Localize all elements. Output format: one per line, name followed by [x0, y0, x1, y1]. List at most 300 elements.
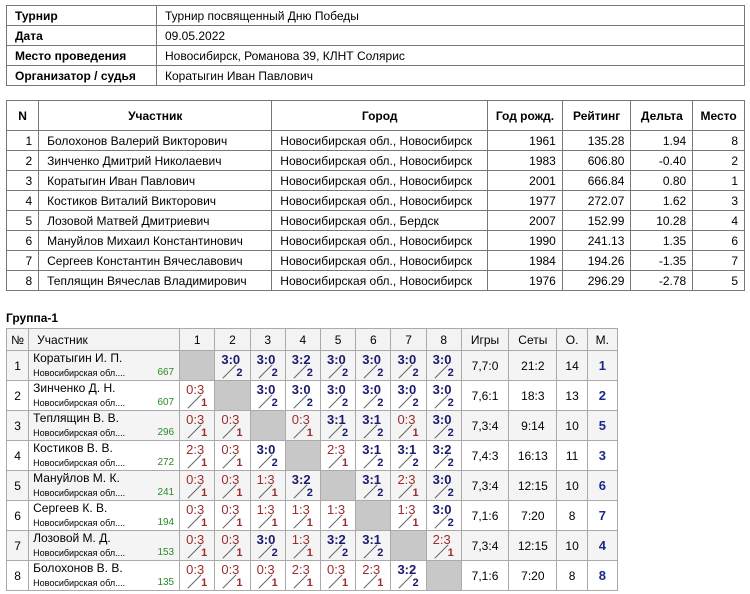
row-place	[587, 531, 617, 561]
player-name: Коратыгин И. П.	[33, 351, 123, 365]
match-result-cell[interactable]	[285, 561, 320, 591]
match-result	[180, 531, 214, 560]
match-result-cell[interactable]	[215, 561, 250, 591]
participant-name: Лозовой Матвей Дмитриевич	[39, 211, 272, 231]
cross-col-opponent: 8	[426, 329, 461, 351]
match-result	[391, 381, 425, 410]
row-games: 7,3:4	[461, 411, 508, 441]
match-result-cell[interactable]	[285, 381, 320, 411]
match-result	[356, 471, 390, 500]
participant-name: Болохонов Валерий Викторович	[39, 131, 272, 151]
participant-place: 4	[693, 211, 745, 231]
match-result-cell[interactable]	[391, 441, 426, 471]
match-points: 2	[377, 367, 384, 379]
place-value: 6	[598, 478, 606, 493]
match-result-cell[interactable]	[250, 501, 285, 531]
match-points: 1	[236, 427, 243, 439]
match-score: 0:3	[327, 562, 346, 577]
player-rating: 241	[157, 487, 175, 498]
group-cross-table	[6, 328, 618, 591]
match-result-cell[interactable]	[215, 351, 250, 381]
match-result-cell[interactable]	[180, 441, 215, 471]
match-result	[427, 471, 461, 500]
match-result-cell[interactable]	[426, 441, 461, 471]
match-score: 3:0	[256, 352, 276, 367]
row-points: 8	[557, 501, 587, 531]
participant-row	[7, 171, 745, 191]
match-result	[215, 471, 249, 500]
match-result	[391, 411, 425, 440]
info-value: Новосибирск, Романова 39, КЛНТ Солярис	[157, 46, 745, 66]
cross-player-cell	[29, 441, 180, 471]
match-result-cell[interactable]	[356, 531, 391, 561]
match-score: 0:3	[186, 562, 205, 577]
match-result-cell[interactable]	[391, 411, 426, 441]
row-games: 7,6:1	[461, 381, 508, 411]
cross-diagonal-cell	[321, 471, 356, 501]
info-key: Дата	[7, 26, 157, 46]
match-result	[391, 351, 425, 380]
match-points: 1	[201, 397, 208, 409]
participant-rating: 152.99	[562, 211, 631, 231]
match-result-cell[interactable]	[180, 381, 215, 411]
match-result	[180, 411, 214, 440]
cross-row	[7, 531, 618, 561]
player-rating: 272	[157, 457, 175, 468]
match-result-cell[interactable]	[250, 531, 285, 561]
row-sets: 12:15	[509, 531, 557, 561]
participants-col-header: Место	[693, 101, 745, 131]
match-score: 3:0	[327, 382, 346, 397]
match-score: 3:0	[432, 472, 452, 487]
player-city: Новосибирская обл....	[33, 428, 126, 438]
match-result	[180, 501, 214, 530]
match-result	[215, 351, 249, 380]
info-row	[7, 46, 745, 66]
match-result-cell[interactable]	[180, 411, 215, 441]
cross-col-opponent: 5	[321, 329, 356, 351]
info-value: Турнир посвященный Дню Победы	[157, 6, 745, 26]
cross-player-cell	[29, 501, 180, 531]
participant-rating: 296.29	[562, 271, 631, 291]
match-points: 2	[447, 367, 454, 379]
match-result-cell[interactable]	[285, 471, 320, 501]
match-result-cell[interactable]	[215, 471, 250, 501]
match-score: 3:1	[362, 532, 382, 547]
match-score: 0:3	[221, 442, 240, 457]
participant-n: 4	[7, 191, 39, 211]
participant-delta: -0.40	[631, 151, 693, 171]
match-score: 3:0	[221, 352, 241, 367]
match-result-cell[interactable]	[426, 351, 461, 381]
cross-col-games: Игры	[461, 329, 508, 351]
place-value: 8	[598, 568, 606, 583]
match-points: 1	[201, 457, 208, 469]
player-rating: 667	[157, 367, 175, 378]
match-score: 2:3	[432, 532, 451, 547]
match-result-cell[interactable]	[250, 381, 285, 411]
row-points: 10	[557, 411, 587, 441]
match-points: 1	[377, 577, 384, 589]
match-score: 2:3	[327, 442, 346, 457]
match-result-cell[interactable]	[285, 411, 320, 441]
match-points: 1	[201, 517, 208, 529]
row-sets: 7:20	[509, 561, 557, 591]
match-result-cell[interactable]	[285, 531, 320, 561]
player-rating: 194	[157, 517, 175, 528]
cross-row-num: 3	[7, 411, 29, 441]
match-result	[356, 441, 390, 470]
participant-year: 2007	[488, 211, 563, 231]
match-result-cell[interactable]	[321, 561, 356, 591]
match-score: 3:2	[432, 442, 452, 457]
match-result-cell[interactable]	[285, 351, 320, 381]
match-score: 0:3	[186, 412, 205, 427]
participant-year: 1983	[488, 151, 563, 171]
cross-player-cell	[29, 531, 180, 561]
row-games: 7,3:4	[461, 471, 508, 501]
match-result	[286, 381, 320, 410]
player-city: Новосибирская обл....	[33, 578, 126, 588]
match-result-cell[interactable]	[321, 531, 356, 561]
match-score: 0:3	[221, 532, 240, 547]
match-score: 3:1	[362, 472, 382, 487]
match-score: 3:0	[432, 352, 452, 367]
participant-place: 1	[693, 171, 745, 191]
row-points: 8	[557, 561, 587, 591]
match-result	[356, 381, 390, 410]
match-result	[321, 531, 355, 560]
match-points: 1	[201, 487, 208, 499]
place-value: 1	[598, 358, 606, 373]
participant-place: 5	[693, 271, 745, 291]
match-score: 1:3	[291, 532, 310, 547]
participant-row	[7, 151, 745, 171]
match-result-cell[interactable]	[180, 471, 215, 501]
match-score: 3:1	[362, 442, 382, 457]
match-score: 0:3	[221, 472, 240, 487]
row-sets: 7:20	[509, 501, 557, 531]
cross-player-cell	[29, 411, 180, 441]
player-city: Новосибирская обл....	[33, 518, 126, 528]
player-name: Теплящин В. В.	[33, 411, 120, 425]
row-sets: 18:3	[509, 381, 557, 411]
row-place	[587, 501, 617, 531]
match-result-cell[interactable]	[391, 381, 426, 411]
match-points: 2	[377, 397, 384, 409]
participant-delta: 1.62	[631, 191, 693, 211]
match-score: 3:0	[397, 382, 417, 397]
participant-year: 1961	[488, 131, 563, 151]
match-score: 3:2	[291, 472, 311, 487]
match-result	[356, 561, 390, 590]
place-value: 3	[598, 448, 606, 463]
participant-name: Зинченко Дмитрий Николаевич	[39, 151, 272, 171]
participant-row	[7, 131, 745, 151]
participant-city: Новосибирская обл., Новосибирск	[272, 231, 488, 251]
match-result-cell[interactable]	[321, 381, 356, 411]
match-result-cell[interactable]	[180, 531, 215, 561]
participant-n: 8	[7, 271, 39, 291]
match-points: 2	[236, 367, 243, 379]
match-score: 1:3	[397, 502, 416, 517]
match-points: 1	[306, 547, 313, 559]
match-score: 0:3	[397, 412, 416, 427]
match-score: 1:3	[256, 502, 275, 517]
participant-n: 3	[7, 171, 39, 191]
match-points: 1	[271, 577, 278, 589]
player-rating: 135	[157, 577, 175, 588]
match-result-cell[interactable]	[356, 561, 391, 591]
row-games: 7,1:6	[461, 501, 508, 531]
participant-place: 6	[693, 231, 745, 251]
match-result	[251, 441, 285, 470]
match-points: 2	[342, 367, 349, 379]
cross-diagonal-cell	[391, 531, 426, 561]
match-points: 1	[271, 487, 278, 499]
participant-rating: 666.84	[562, 171, 631, 191]
match-points: 2	[342, 547, 349, 559]
match-score: 0:3	[186, 472, 205, 487]
match-score: 3:1	[327, 412, 346, 427]
row-place	[587, 381, 617, 411]
match-points: 2	[271, 547, 278, 559]
match-score: 3:2	[327, 532, 346, 547]
match-points: 1	[306, 427, 313, 439]
match-score: 3:0	[432, 502, 452, 517]
group-title: Группа-1	[6, 311, 59, 325]
cross-row-num: 5	[7, 471, 29, 501]
participants-col-header: Участник	[39, 101, 272, 131]
match-result	[286, 471, 320, 500]
match-result-cell[interactable]	[321, 441, 356, 471]
match-points: 2	[271, 367, 278, 379]
match-score: 0:3	[186, 532, 205, 547]
participant-city: Новосибирская обл., Бердск	[272, 211, 488, 231]
match-result-cell[interactable]	[250, 561, 285, 591]
match-result-cell[interactable]	[180, 501, 215, 531]
cross-row-num: 4	[7, 441, 29, 471]
cross-player-cell	[29, 381, 180, 411]
cross-row	[7, 411, 618, 441]
match-result-cell[interactable]	[285, 501, 320, 531]
match-points: 2	[377, 427, 384, 439]
match-points: 1	[236, 487, 243, 499]
match-result-cell[interactable]	[356, 381, 391, 411]
match-result	[251, 501, 285, 530]
match-result-cell[interactable]	[356, 471, 391, 501]
row-place	[587, 441, 617, 471]
match-points: 2	[271, 397, 278, 409]
match-points: 2	[447, 397, 454, 409]
participant-n: 5	[7, 211, 39, 231]
match-result-cell[interactable]	[250, 471, 285, 501]
participant-name: Костиков Виталий Викторович	[39, 191, 272, 211]
match-result	[356, 351, 390, 380]
match-points: 2	[306, 487, 313, 499]
participants-col-header: Город	[272, 101, 488, 131]
match-points: 1	[271, 517, 278, 529]
match-result	[251, 471, 285, 500]
info-key: Турнир	[7, 6, 157, 26]
match-points: 1	[342, 577, 349, 589]
cross-diagonal-cell	[180, 351, 215, 381]
match-result-cell[interactable]	[321, 351, 356, 381]
participant-name: Теплящин Вячеслав Владимирович	[39, 271, 272, 291]
participants-col-header: Год рожд.	[488, 101, 563, 131]
match-points: 1	[201, 547, 208, 559]
match-score: 1:3	[256, 472, 275, 487]
match-result-cell[interactable]	[250, 351, 285, 381]
match-score: 0:3	[186, 382, 205, 397]
match-result-cell[interactable]	[391, 561, 426, 591]
match-result	[427, 531, 461, 560]
match-points: 1	[236, 547, 243, 559]
player-rating: 153	[157, 547, 175, 558]
match-points: 1	[306, 517, 313, 529]
match-score: 2:3	[186, 442, 205, 457]
match-points: 1	[342, 517, 349, 529]
place-value: 5	[598, 418, 606, 433]
match-score: 2:3	[397, 472, 416, 487]
cross-col-points: О.	[557, 329, 587, 351]
cross-col-opponent: 2	[215, 329, 250, 351]
match-points: 1	[342, 457, 349, 469]
match-score: 3:0	[362, 352, 382, 367]
match-result	[215, 411, 249, 440]
match-result	[286, 531, 320, 560]
participant-row	[7, 211, 745, 231]
match-score: 3:0	[256, 532, 276, 547]
match-result	[286, 351, 320, 380]
match-points: 1	[412, 427, 419, 439]
match-result-cell[interactable]	[321, 411, 356, 441]
match-points: 2	[377, 457, 384, 469]
match-result	[215, 501, 249, 530]
participant-name: Коратыгин Иван Павлович	[39, 171, 272, 191]
match-result	[427, 351, 461, 380]
match-result-cell[interactable]	[215, 531, 250, 561]
match-result	[391, 501, 425, 530]
match-score: 3:2	[291, 352, 311, 367]
row-sets: 12:15	[509, 471, 557, 501]
participants-col-header: Дельта	[631, 101, 693, 131]
match-result	[321, 411, 355, 440]
player-rating: 296	[157, 427, 175, 438]
participant-year: 1976	[488, 271, 563, 291]
match-result-cell[interactable]	[391, 471, 426, 501]
cross-col-opponent: 7	[391, 329, 426, 351]
participant-n: 7	[7, 251, 39, 271]
match-result	[321, 441, 355, 470]
row-games: 7,1:6	[461, 561, 508, 591]
match-result-cell[interactable]	[426, 381, 461, 411]
match-result	[286, 411, 320, 440]
player-name: Сергеев К. В.	[33, 501, 108, 515]
match-result	[356, 531, 390, 560]
participant-place: 8	[693, 131, 745, 151]
cross-col-player: Участник	[29, 329, 180, 351]
match-result	[427, 501, 461, 530]
row-points: 11	[557, 441, 587, 471]
match-result-cell[interactable]	[215, 411, 250, 441]
match-result	[286, 561, 320, 590]
match-result-cell[interactable]	[391, 501, 426, 531]
row-sets: 9:14	[509, 411, 557, 441]
match-points: 2	[447, 517, 454, 529]
match-result-cell[interactable]	[321, 501, 356, 531]
participant-year: 2001	[488, 171, 563, 191]
match-score: 3:0	[256, 442, 276, 457]
match-points: 2	[447, 457, 454, 469]
row-sets: 21:2	[509, 351, 557, 381]
row-games: 7,3:4	[461, 531, 508, 561]
match-result-cell[interactable]	[426, 411, 461, 441]
participant-city: Новосибирская обл., Новосибирск	[272, 131, 488, 151]
tournament-info-table	[6, 5, 745, 86]
match-result-cell[interactable]	[356, 411, 391, 441]
participant-rating: 194.26	[562, 251, 631, 271]
match-result	[251, 381, 285, 410]
participant-name: Мануйлов Михаил Константинович	[39, 231, 272, 251]
participant-row	[7, 231, 745, 251]
cross-diagonal-cell	[215, 381, 250, 411]
match-result-cell[interactable]	[426, 501, 461, 531]
match-score: 0:3	[256, 562, 275, 577]
match-result-cell[interactable]	[426, 471, 461, 501]
match-result	[427, 381, 461, 410]
match-score: 3:0	[397, 352, 417, 367]
cross-col-opponent: 1	[180, 329, 215, 351]
match-result-cell[interactable]	[180, 561, 215, 591]
match-result-cell[interactable]	[426, 531, 461, 561]
match-result-cell[interactable]	[215, 501, 250, 531]
match-result	[321, 381, 355, 410]
match-score: 3:0	[432, 412, 452, 427]
match-result-cell[interactable]	[391, 351, 426, 381]
participant-row	[7, 271, 745, 291]
participant-place: 7	[693, 251, 745, 271]
match-result-cell[interactable]	[356, 441, 391, 471]
info-key: Организатор / судья	[7, 66, 157, 86]
cross-header-row	[7, 329, 618, 351]
match-result	[180, 441, 214, 470]
match-points: 1	[201, 577, 208, 589]
match-result-cell[interactable]	[215, 441, 250, 471]
cross-player-cell	[29, 561, 180, 591]
row-place	[587, 561, 617, 591]
cross-row	[7, 351, 618, 381]
cross-row-num: 6	[7, 501, 29, 531]
participant-year: 1990	[488, 231, 563, 251]
cross-col-num: №	[7, 329, 29, 351]
cross-row	[7, 501, 618, 531]
participant-delta: 1.35	[631, 231, 693, 251]
match-result-cell[interactable]	[356, 351, 391, 381]
match-result	[180, 561, 214, 590]
row-points: 10	[557, 471, 587, 501]
match-points: 2	[306, 367, 313, 379]
match-result-cell[interactable]	[250, 441, 285, 471]
cross-diagonal-cell	[285, 441, 320, 471]
participant-delta: -1.35	[631, 251, 693, 271]
participants-col-header: Рейтинг	[562, 101, 631, 131]
cross-col-opponent: 3	[250, 329, 285, 351]
info-value: 09.05.2022	[157, 26, 745, 46]
match-points: 1	[236, 517, 243, 529]
player-name: Болохонов В. В.	[33, 561, 123, 575]
player-name: Костиков В. В.	[33, 441, 113, 455]
